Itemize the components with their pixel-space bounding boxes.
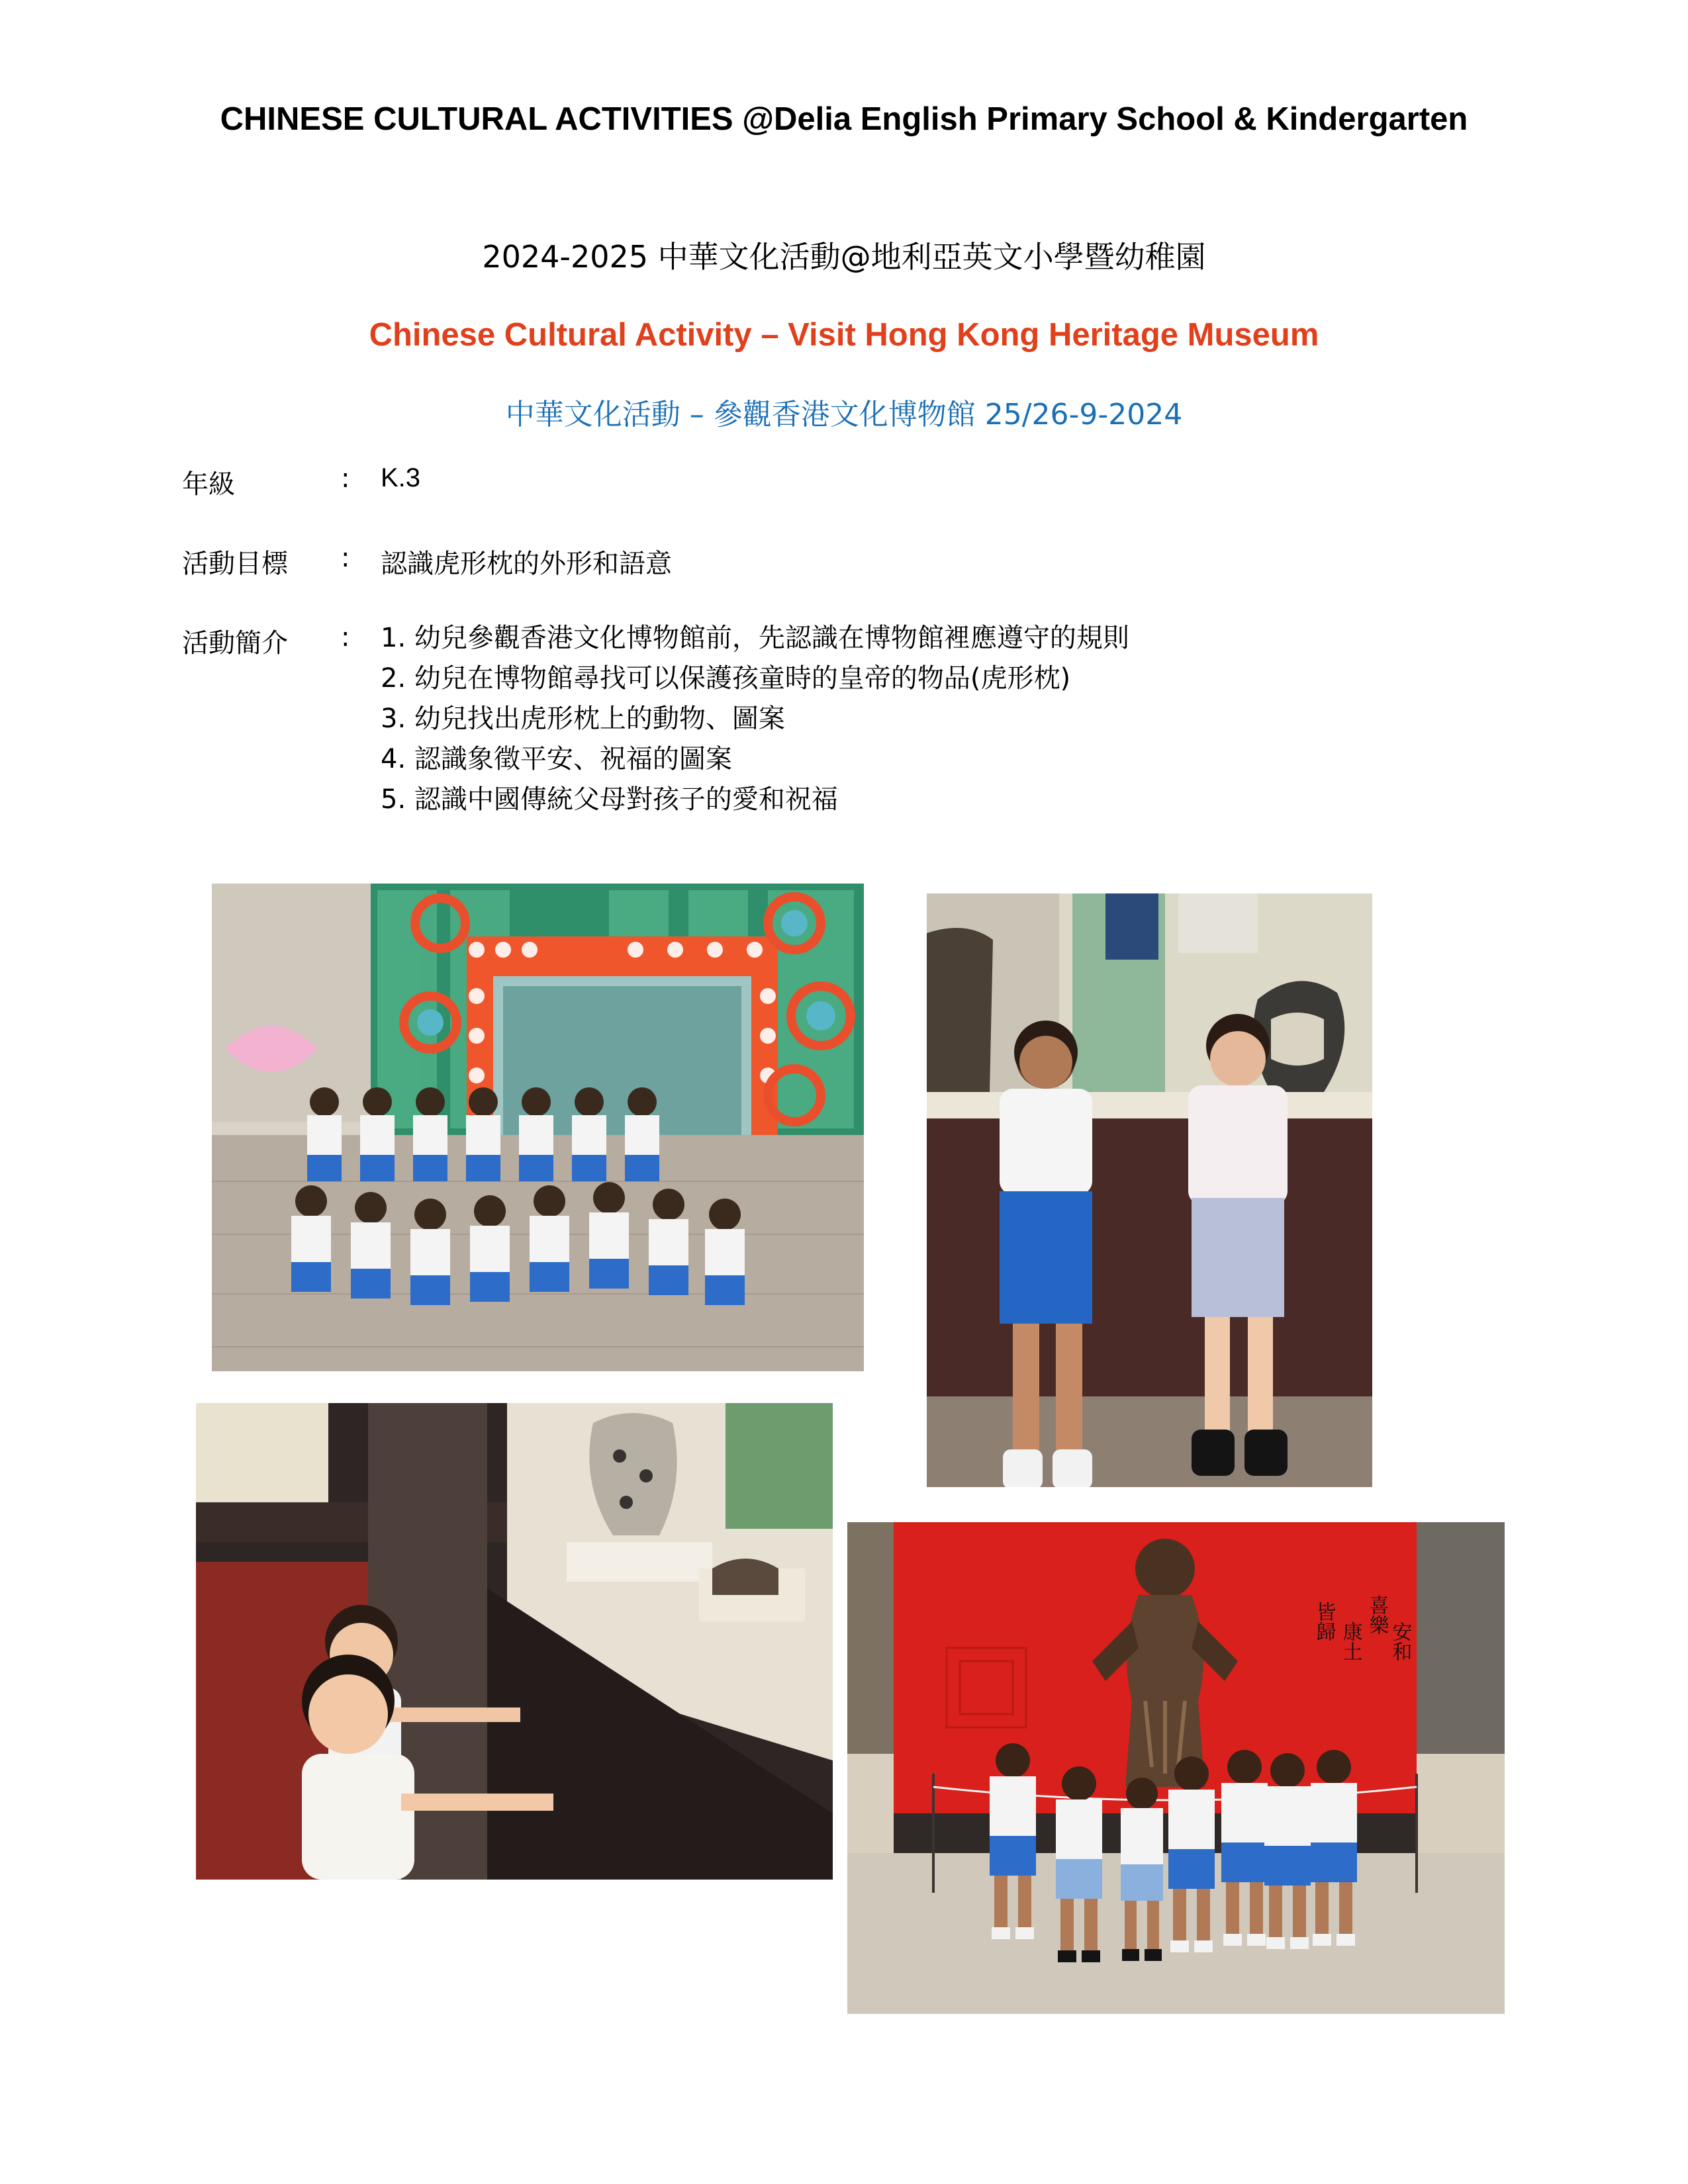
intro-item-2: 2. 幼兒在博物館尋找可以保護孩童時的皇帝的物品(虎形枕) bbox=[381, 663, 1071, 694]
objective-value: 認識虎形枕的外形和語意 bbox=[381, 549, 672, 579]
calligraphy-4: 安和 bbox=[1388, 1621, 1412, 1661]
children-pointing-tiger-pillow bbox=[196, 1403, 833, 1880]
activity-title-en: Chinese Cultural Activity – Visit Hong Kong Heritage Museum bbox=[369, 317, 1319, 353]
calligraphy-2: 康土 bbox=[1338, 1621, 1362, 1661]
grade-label: 年級 bbox=[182, 469, 235, 500]
activity-title-zh: 中華文化活動 – 參觀香港文化博物館 25/26-9-2024 bbox=[505, 398, 1183, 432]
intro-colon: : bbox=[341, 622, 350, 653]
group-photo-lion-sculpture bbox=[847, 1522, 1505, 2014]
intro-item-1: 1. 幼兒參觀香港文化博物館前，先認識在博物館裡應遵守的規則 bbox=[381, 623, 1129, 653]
grade-colon: : bbox=[341, 463, 350, 494]
calligraphy-3: 喜樂 bbox=[1365, 1595, 1389, 1635]
grade-value: K.3 bbox=[381, 463, 421, 492]
objective-colon: : bbox=[341, 543, 350, 573]
group-photo-museum-entrance bbox=[212, 884, 864, 1371]
intro-item-3: 3. 幼兒找出虎形枕上的動物、圖案 bbox=[381, 704, 785, 734]
calligraphy-1: 皆歸 bbox=[1312, 1602, 1336, 1641]
two-boys-display-case bbox=[927, 893, 1372, 1487]
intro-item-5: 5. 認識中國傳統父母對孩子的愛和祝福 bbox=[381, 784, 838, 815]
intro-item-4: 4. 認識象徵平安、祝福的圖案 bbox=[381, 744, 732, 774]
intro-list bbox=[381, 622, 1129, 824]
intro-label: 活動簡介 bbox=[182, 628, 288, 659]
objective-label: 活動目標 bbox=[182, 549, 288, 579]
page-title: CHINESE CULTURAL ACTIVITIES @Delia English Primary School & Kindergarten bbox=[220, 101, 1468, 137]
page-subtitle-zh: 2024-2025 中華文化活動@地利亞英文小學暨幼稚園 bbox=[482, 239, 1206, 275]
